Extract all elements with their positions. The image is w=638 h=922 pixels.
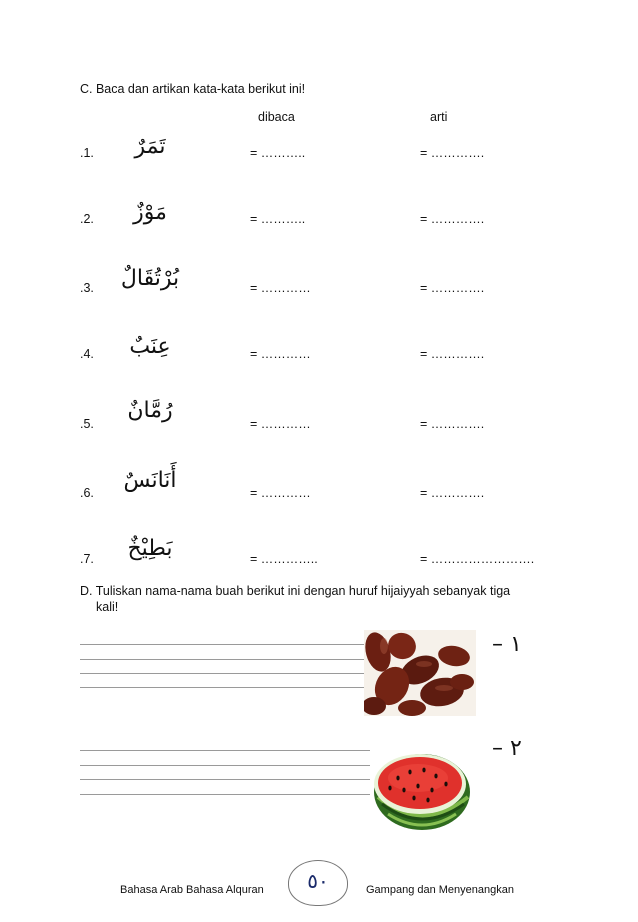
row-number: .7.: [80, 552, 94, 566]
footer-left-text: Bahasa Arab Bahasa Alquran: [120, 884, 264, 896]
writing-line[interactable]: [80, 673, 370, 674]
section-c-title: C. Baca dan artikan kata-kata berikut ini!: [80, 82, 306, 96]
dibaca-blank: = ………..: [250, 212, 306, 226]
arti-blank: = ………….: [420, 146, 485, 160]
arti-blank: = ………….: [420, 281, 485, 295]
arabic-word: تَمَرٌ: [134, 134, 166, 159]
writing-line[interactable]: [80, 765, 370, 766]
footer-right-text: Gampang dan Menyenangkan: [366, 884, 514, 896]
dibaca-blank: = …………: [250, 347, 311, 361]
section-d-title-cont: kali!: [96, 600, 119, 614]
writing-line[interactable]: [80, 750, 370, 751]
dibaca-blank: = ………..: [250, 146, 306, 160]
arti-blank: = ………….: [420, 212, 485, 226]
arabic-word: بَطِيْخٌ: [127, 536, 173, 561]
writing-line[interactable]: [80, 644, 370, 645]
dibaca-blank: = …………: [250, 281, 311, 295]
arabic-word: مَوْزٌ: [133, 200, 167, 225]
dates-photo: [364, 630, 476, 716]
writing-line[interactable]: [80, 779, 370, 780]
arabic-word: بُرْتُقَالٌ: [120, 266, 180, 291]
writing-line[interactable]: [80, 687, 370, 688]
arabic-word: أَنَانَسٌ: [123, 468, 177, 493]
arti-blank: = …………………….: [420, 552, 535, 566]
item-number-2: ٢ –: [492, 736, 522, 761]
section-d-title: D. Tuliskan nama-nama buah berikut ini dengan huruf hijaiyyah sebanyak tiga: [80, 584, 511, 598]
arabic-word: رُمَّانٌ: [127, 398, 173, 423]
writing-line[interactable]: [80, 659, 370, 660]
arti-blank: = ………….: [420, 486, 485, 500]
page-number: ٥٠: [307, 869, 329, 893]
page-number-badge: [288, 860, 348, 906]
item-number-1: ١ –: [492, 632, 522, 657]
column-header-dibaca: dibaca: [258, 110, 295, 124]
row-number: .3.: [80, 281, 94, 295]
row-number: .2.: [80, 212, 94, 226]
row-number: .1.: [80, 146, 94, 160]
writing-line[interactable]: [80, 794, 370, 795]
row-number: .4.: [80, 347, 94, 361]
watermelon-photo: [368, 742, 474, 834]
arti-blank: = ………….: [420, 347, 485, 361]
dibaca-blank: = …………: [250, 417, 311, 431]
dibaca-blank: = …………..: [250, 552, 318, 566]
arabic-word: عِنَبٌ: [129, 334, 171, 359]
column-header-arti: arti: [430, 110, 448, 124]
row-number: .5.: [80, 417, 94, 431]
dibaca-blank: = …………: [250, 486, 311, 500]
arti-blank: = ………….: [420, 417, 485, 431]
row-number: .6.: [80, 486, 94, 500]
